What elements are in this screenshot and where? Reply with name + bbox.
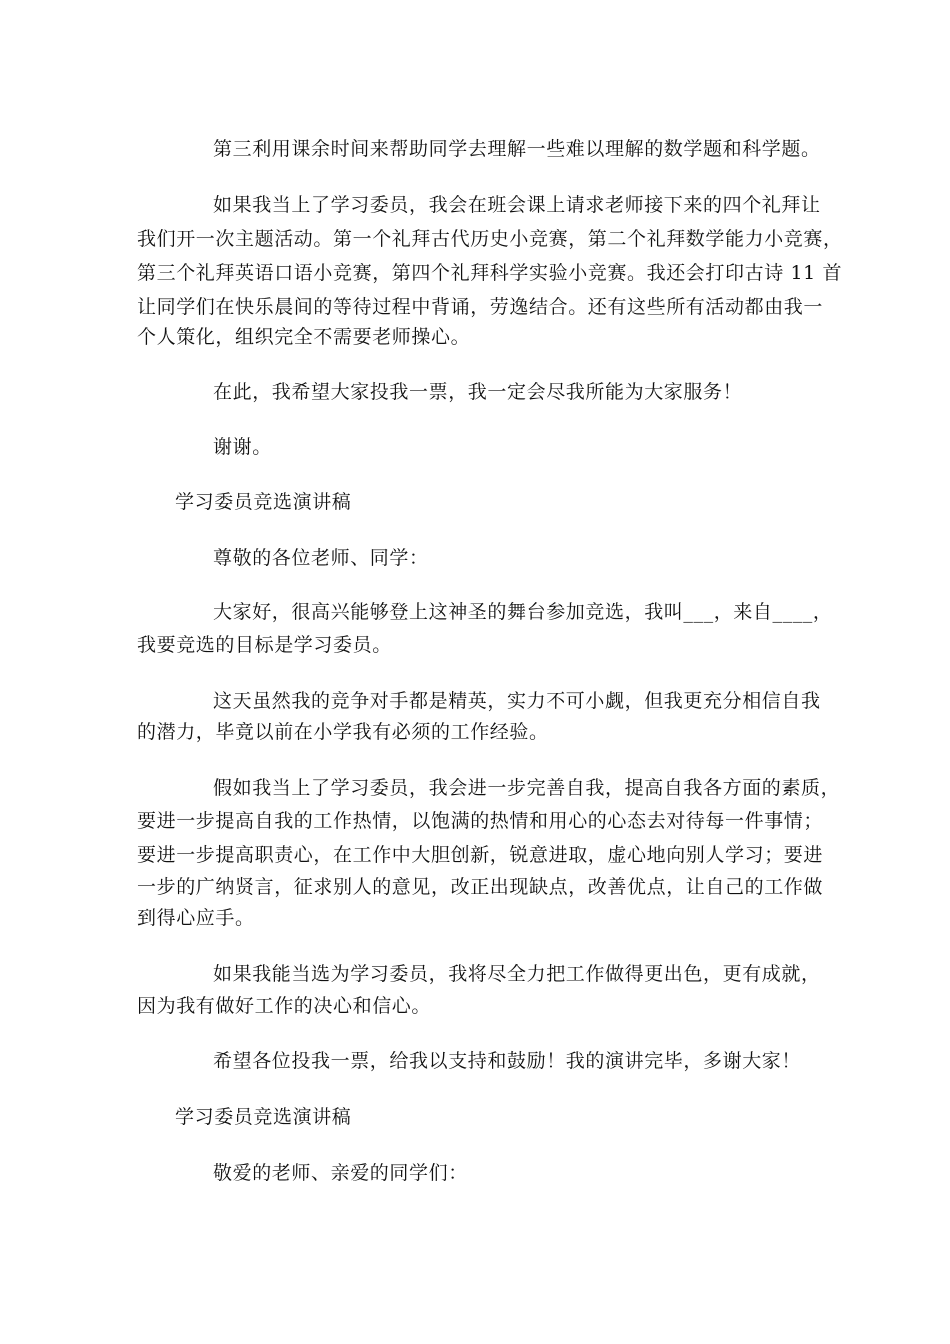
paragraph-line: 大家好，很高兴能够登上这神圣的舞台参加竞选，我叫___，来自____， <box>213 601 833 623</box>
paragraph-line: 希望各位投我一票，给我以支持和鼓励！我的演讲完毕，多谢大家！ <box>213 1050 802 1072</box>
paragraph-line: 我们开一次主题活动。第一个礼拜古代历史小竞赛，第二个礼拜数学能力小竞赛， <box>137 228 843 250</box>
paragraph-line: 的潜力，毕竟以前在小学我有必须的工作经验。 <box>137 721 549 743</box>
paragraph-line: 第三利用课余时间来帮助同学去理解一些难以理解的数学题和科学题。 <box>213 138 821 160</box>
section-heading: 学习委员竞选演讲稿 <box>175 491 352 513</box>
paragraph-line: 第三个礼拜英语口语小竞赛，第四个礼拜科学实验小竞赛。我还会打印古诗 11 首 <box>137 262 843 284</box>
paragraph-line: 如果我当上了学习委员，我会在班会课上请求老师接下来的四个礼拜让 <box>213 194 821 216</box>
paragraph-line: 个人策化，组织完全不需要老师操心。 <box>137 326 471 348</box>
salutation: 尊敬的各位老师、同学： <box>213 547 429 569</box>
paragraph-line: 这天虽然我的竞争对手都是精英，实力不可小觑，但我更充分相信自我 <box>213 690 821 712</box>
section-heading: 学习委员竞选演讲稿 <box>175 1106 352 1128</box>
paragraph-line: 我要竞选的目标是学习委员。 <box>137 634 392 656</box>
paragraph-line: 因为我有做好工作的决心和信心。 <box>137 995 432 1017</box>
paragraph-line: 在此，我希望大家投我一票，我一定会尽我所能为大家服务！ <box>213 381 743 403</box>
paragraph-line: 如果我能当选为学习委员，我将尽全力把工作做得更出色，更有成就， <box>213 963 821 985</box>
paragraph-line: 要进一步提高职责心，在工作中大胆创新，锐意进取，虚心地向别人学习；要进 <box>137 844 824 866</box>
paragraph-line: 假如我当上了学习委员，我会进一步完善自我，提高自我各方面的素质， <box>213 777 841 799</box>
paragraph-line: 要进一步提高自我的工作热情，以饱满的热情和用心的心态去对待每一件事情； <box>137 810 824 832</box>
salutation: 敬爱的老师、亲爱的同学们： <box>213 1162 468 1184</box>
paragraph-line: 到得心应手。 <box>137 907 255 929</box>
paragraph-line: 谢谢。 <box>213 436 272 458</box>
paragraph-line: 一步的广纳贤言，征求别人的意见，改正出现缺点，改善优点，让自己的工作做 <box>137 876 824 898</box>
paragraph-line: 让同学们在快乐晨间的等待过程中背诵，劳逸结合。还有这些所有活动都由我一 <box>137 296 824 318</box>
